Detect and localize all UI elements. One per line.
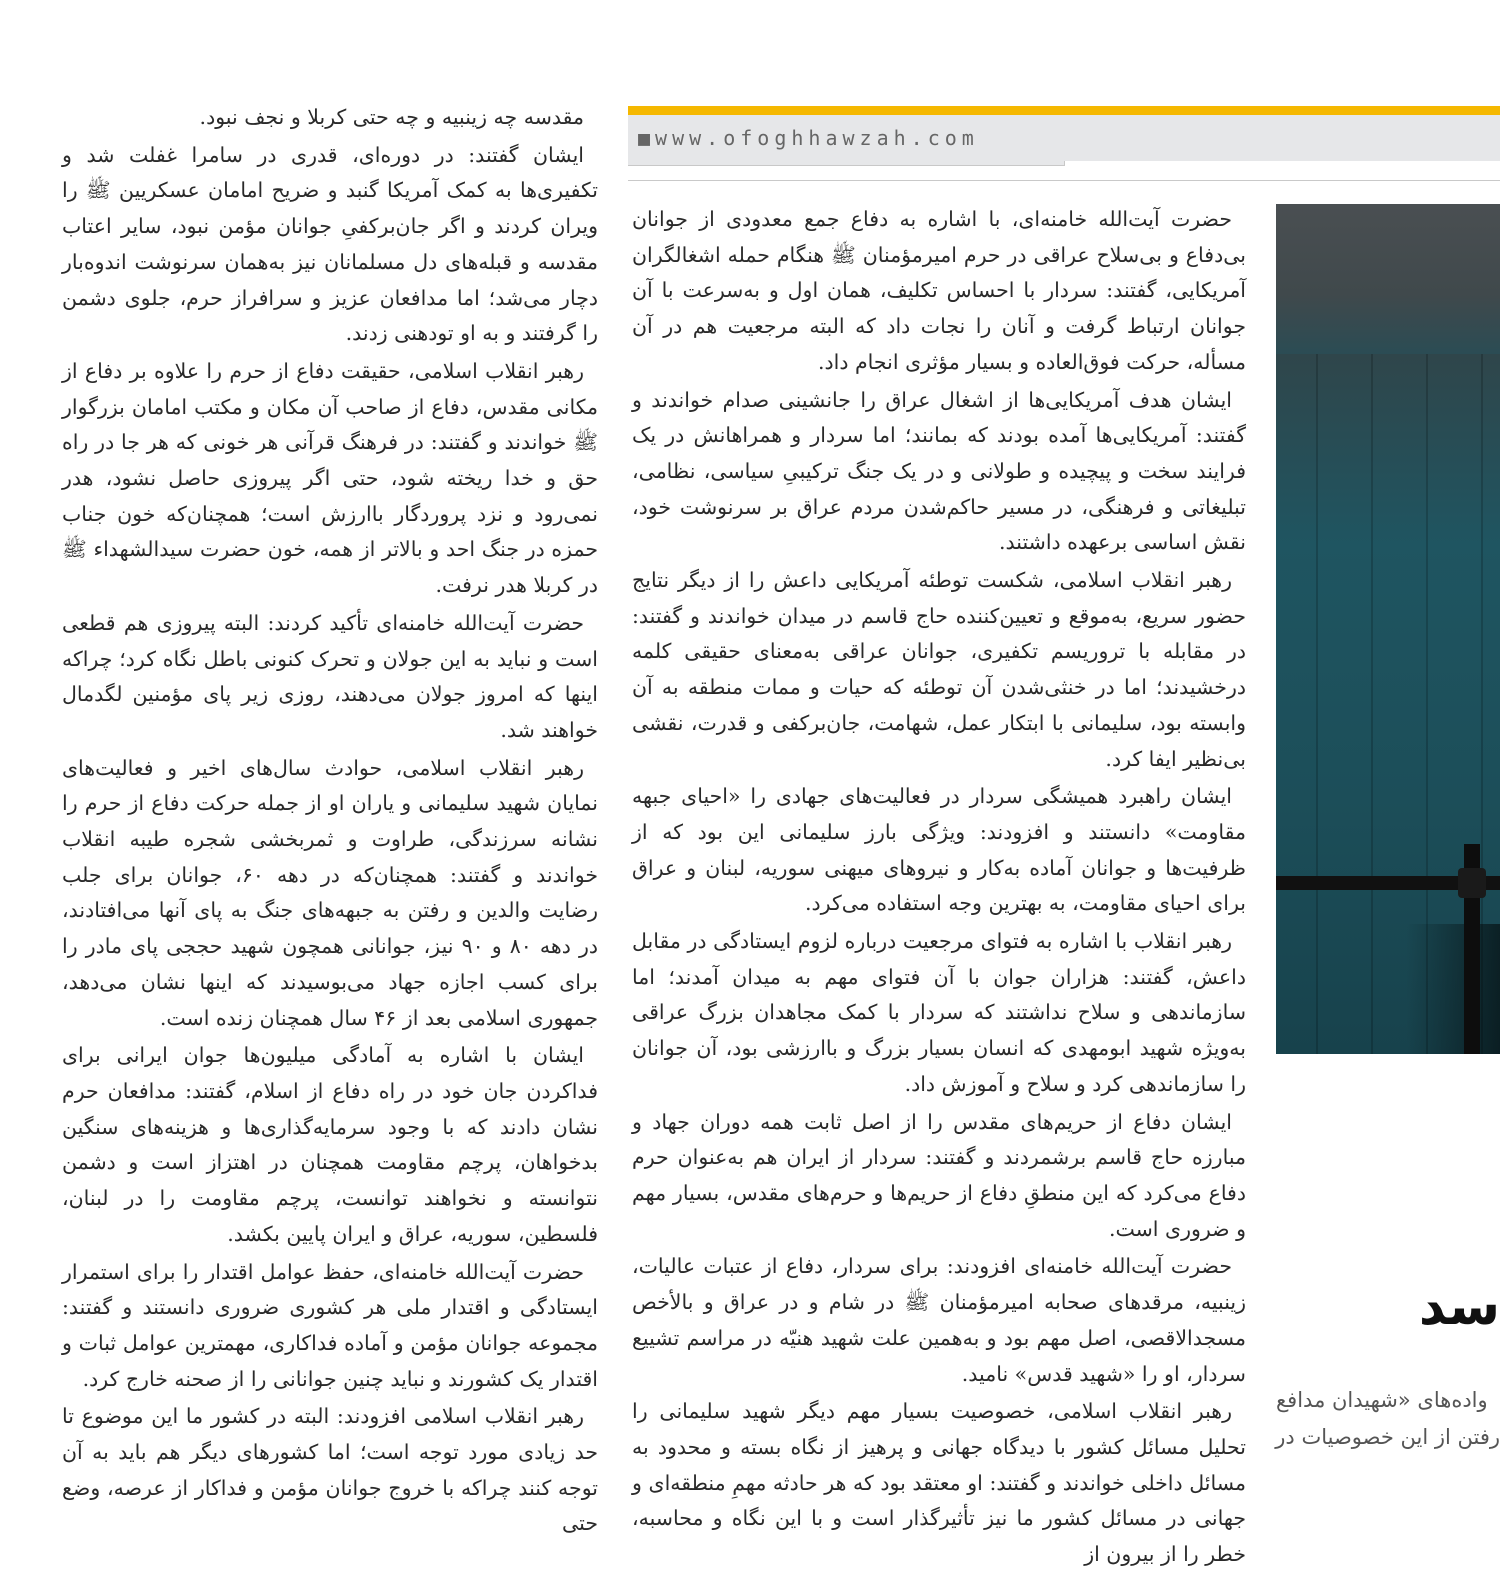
paragraph: رهبر انقلاب با اشاره به فتوای مرجعیت درباره لزوم ایستادگی در مقابل داعش، گفتند: هزاران جوان با آن فتوای مهم به میدان آمدند؛ اما سازماندهی و سلاح نداشتند که سردار با کمک مجاهدان بزرگ عراقی به‌ویژه شهید ابومهدی که انسان بسیار بزرگ و باارزشی بود، آن جوانان را سازماندهی کرد و سلاح و آموزش داد. [632,929,1246,1096]
paragraph: ایشان با اشاره به آمادگی میلیون‌ها جوان ایرانی برای فداکردن جان خود در راه دفاع از اسلام، گفتند: مدافعان حرم نشان دادند که با وجود سرمایه‌گذاری‌ها و هزینه‌های سنگین بدخواهان، پرچم مقاومت همچنان در اهتزاز است و دشمن نتوانسته و نخواهند توانست، پرچم مقاومت را در لبنان، فلسطین، سوریه، عراق و ایران پایین بکشد. [62,1043,598,1246]
paragraph: رهبر انقلاب اسلامی، خصوصیت بسیار مهم دیگر شهید سلیمانی را تحلیل مسائل کشور با دیدگاه جهانی و پرهیز از نگاه بسته و محدود به مسائل داخلی خواندند و گفتند: او معتقد بود که هر حادثه مهمِ منطقه‌ای و جهانی در مسائل کشور ما نیز تأثیرگذار است و با این نگاه و محاسبه، خطر را از بیرون از [632,1399,1246,1567]
paragraph: ایشان گفتند: در دوره‌ای، قدری در سامرا غفلت شد و تکفیری‌ها به کمک آمریکا گنبد و ضریح امامان عسکریین ﷺ را ویران کردند و اگر جان‌برکفیِ جوانان مؤمن نبود، سایر اعتاب مقدسه و قبله‌های دل مسلمانان نیز به‌همان سرنوشت اندوه‌بار دچار می‌شد؛ اما مدافعان عزیز و سرافراز حرم، جلوی دشمن را گرفتند و به او تودهنی زدند. [62,142,598,346]
middle-text-column [632,202,1246,1567]
curtain-fold [1371,354,1373,1054]
paragraph: رهبر انقلاب اسلامی، حوادث سال‌های اخیر و فعالیت‌های نمایان شهید سلیمانی و یاران او از جمله حرکت دفاع از حرم را نشانه سرزندگی، طراوت و ثمربخشی شجره طیبه انقلاب خواندند و گفتند: همچنان‌که در دهه ۶۰، جوانان برای جلب رضایت والدین و رفتن به جبهه‌های جنگ به پای آنها می‌افتادند، در دهه ۸۰ و ۹۰ نیز، جوانانی همچون شهید حججی پای مادر را برای کسب اجازه جهاد می‌بوسیدند که اینها نشان می‌دهد، جمهوری اسلامی بعد از ۴۶ سال همچنان زنده است. [62,755,598,1030]
paragraph: رهبر انقلاب اسلامی افزودند: البته در کشور ما این موضوع تا حد زیادی مورد توجه است؛ اما کشورهای دیگر هم باید به آن توجه کنند چراکه با خروج جوانان مؤمن و فداکار از عرصه، وضع حتی [62,1404,598,1536]
photo-ceiling [1276,204,1500,354]
header-accent-bar [628,106,1500,115]
left-text-column [62,100,598,1536]
speaker-photo [1276,204,1500,1054]
paragraph: حضرت آیت‌الله خامنه‌ای، حفظ عوامل اقتدار را برای استمرار ایستادگی و اقتدار ملی هر کشوری ضروری دانستند و گفتند: مجموعه جوانان مؤمن و آماده فداکاری، مهمترین عوامل ثبات و اقتدار یک کشورند و نباید چنین جوانانی را از صحنه خارج کرد. [62,1259,598,1391]
sidebar-line: وادەهای «شهیدان مدافع [1276,1388,1488,1412]
sidebar-line: رفتن از این خصوصیات در [1275,1425,1500,1449]
paragraph: حضرت آیت‌الله خامنه‌ای تأکید کردند: البته پیروزی هم قطعی است و نباید به این جولان و تحرک کنونی باطل نگاه کرد؛ چراکه اینها که امروز جولان می‌دهند، روزی زیر پای مؤمنین لگدمال خواهند شد. [62,610,598,742]
paragraph: مقدسه چه زینبیه و چه حتی کربلا و نجف نبود. [199,105,584,129]
paragraph: ایشان راهبرد همیشگی سردار در فعالیت‌های جهادی را «احیای جبهه مقاومت» دانستند و افزودند: ویژگی بارز سلیمانی این بود که از ظرفیت‌ها و جوانان آماده به‌کار و نیروهای میهنی سوریه، لبنان و عراق برای احیای مقاومت، به بهترین وجه استفاده می‌کرد. [632,784,1246,916]
curtain-fold [1316,354,1318,1054]
website-url-box [628,115,1065,166]
header-divider [628,180,1500,181]
website-url: ■www.ofoghhawzah.com [638,126,979,150]
paragraph: رهبر انقلاب اسلامی، شکست توطئه آمریکایی داعش را از دیگر نتایج حضور سریع، به‌موقع و تعیین‌کننده حاج قاسم در میدان خواندند و گفتند: در مقابله با تروریسم تکفیری، جوانان عراقی به‌معنای حقیقی کلمه درخشیدند؛ اما در خنثی‌شدن آن توطئه که حیات و ممات منطقه به آن وابسته بود، سلیمانی با ابتکار عمل، شهامت، جان‌برکفی و قدرت، نقشی بی‌نظیر ایفا کرد. [632,568,1246,771]
headline-fragment: سد [1418,1277,1500,1337]
paragraph: ایشان دفاع از حریم‌های مقدس را از اصل ثابت همه دوران جهاد و مبارزه حاج قاسم برشمردند و گفتند: سردار از ایران هم به‌عنوان حرم دفاع می‌کرد که این منطقِ دفاع از حریم‌ها و حرم‌های مقدس، بسیار مهم و ضروری است. [632,1109,1246,1241]
photo-shadow [1406,924,1500,1054]
paragraph: حضرت آیت‌الله خامنه‌ای افزودند: برای سردار، دفاع از عتبات عالیات، زینبیه، مرقدهای صحابه امیرمؤمنان ﷺ در شام و در عراق و بالأخص مسجدالاقصی، اصل مهم بود و به‌همین علت شهید هنیّه در مراسم تشییع سردار، او را «شهید قدس» نامید. [632,1254,1246,1386]
header-gray-band [1064,115,1500,161]
microphone-joint [1458,868,1486,898]
paragraph: ایشان هدف آمریکایی‌ها از اشغال عراق را جانشینی صدام خواندند و گفتند: آمریکایی‌ها آمده بودند که بمانند؛ اما سردار و همراهانش در یک فرایند سخت و پیچیده و طولانی و در یک جنگ ترکیبیِ سیاسی، نظامی، تبلیغاتی و فرهنگی، در مسیر حاکم‌شدن مردم عراق بر سرنوشت خود، نقش اساسی برعهده داشتند. [632,387,1246,555]
paragraph: حضرت آیت‌الله خامنه‌ای، با اشاره به دفاع جمع معدودی از جوانان بی‌دفاع و بی‌سلاح عراقی در حرم امیرمؤمنان ﷺ هنگام حمله اشغالگران آمریکایی، گفتند: سردار با احساس تکلیف، همان اول و به‌سرعت با آن جوانان ارتباط گرفت و آنان را نجات داد که البته مرجعیت هم در آن مسأله، حرکت فوق‌العاده و بسیار مؤثری انجام داد. [632,207,1246,374]
paragraph: رهبر انقلاب اسلامی، حقیقت دفاع از حرم را علاوه بر دفاع از مکانی مقدس، دفاع از صاحب آن مکان و مکتب امامان بزرگوار ﷺ خواندند و گفتند: در فرهنگ قرآنی هر خونی که هر جا در راه حق و خدا ریخته شود، حتی اگر پیروزی حاصل نشود، هدر نمی‌رود و نزد پروردگار باارزش است؛ همچنان‌که خون جناب حمزه در جنگ احد و بالاتر از همه، خون حضرت سیدالشهداء ﷺ در کربلا هدر نرفت. [62,358,598,598]
sidebar-text-fragment [1276,1382,1500,1469]
